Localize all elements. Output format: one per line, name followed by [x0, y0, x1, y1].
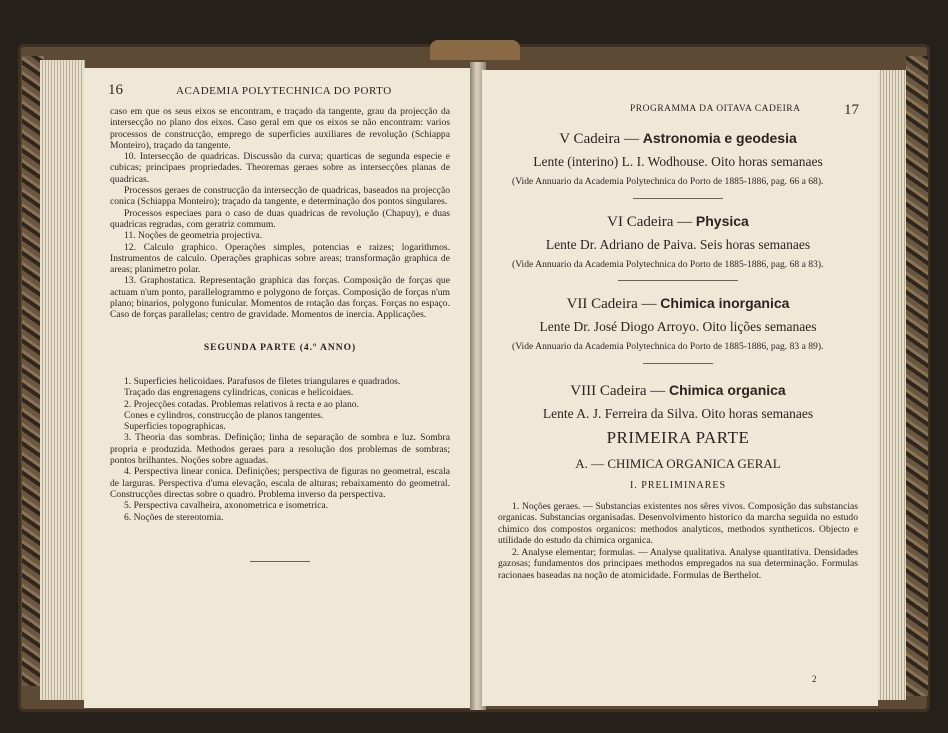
paragraph: 4. Perspectiva linear conica. Definições; perspectiva de figuras no geometral, escala de larguras. Perspectiva d'uma elevação, escala de alturas; rebaixamento do geometral. Construcções directas sobre o quadro. Problema inverso da perspectiva. [110, 466, 450, 500]
lente-line: Lente A. J. Ferreira da Silva. Oito horas semanaes [542, 405, 814, 421]
left-page-number: 16 [108, 82, 123, 98]
paragraph: Superficies topographicas. [124, 421, 226, 433]
page-edges-right [878, 70, 906, 700]
part-title: PRIMEIRA PARTE [606, 427, 750, 447]
vide-note: (Vide Annuario da Academia Polytechnica do Porto de 1885-1886, pag. 66 a 68). [512, 176, 824, 187]
cadeira-heading: VI Cadeira — Physica [607, 212, 749, 230]
paragraph: 1. Superficies helicoidaes. Parafusos de filetes triangulares e quadrados. [124, 375, 401, 387]
paragraph: Processos especiaes para o caso de duas quadricas de revolução (Chapuy), e duas quadricas regradas, com geratriz commum. [110, 207, 450, 230]
paragraph: 12. Calculo graphico. Operações simples, potencias e raizes; logarithmos. Instrumentos de calculo. Operações graphicas sobre areas; transformação graphica de areas; planimetro polar. [110, 241, 450, 276]
lente-line: Lente Dr. José Diogo Arroyo. Oito lições semanaes [539, 319, 817, 334]
paragraph: Traçado das engrenagens cylindricas, conicas e helicoidaes. [124, 387, 354, 399]
cadeira-subject: Chimica inorganica [660, 295, 790, 311]
vide-note: (Vide Annuario da Academia Polytechnica do Porto de 1885-1886, pag. 68 a 83). [512, 258, 824, 270]
paragraph: 2. Projecções cotadas. Problemas relativos à recta e ao plano. [124, 398, 359, 410]
divider-rule [633, 198, 723, 199]
divider-rule [250, 561, 310, 562]
marbled-edge-right [906, 56, 928, 696]
cadeira-name: V Cadeira [559, 131, 621, 147]
book-spine [430, 40, 520, 60]
right-page-number: 17 [844, 102, 859, 118]
section-a-title: A. — CHIMICA ORGANICA GERAL [575, 455, 781, 471]
paragraph: caso em que os seus eixos se encontram, e traçado da tangente, grau da projecção da intersecção no plano dos eixos. Caso geral em que os eixos se não encontram: varios processos de construcção, emprego de superficies auxiliares de revolução (Schiappa Monteiro), traçado da tangente. [110, 106, 450, 151]
lente-line: Lente Dr. Adriano de Paiva. Seis horas semanaes [545, 236, 811, 252]
right-body-text [498, 130, 858, 581]
right-running-head: PROGRAMMA DA OITAVA CADEIRA [630, 104, 801, 114]
cadeira-name: VIII Cadeira [570, 382, 647, 399]
lente-line: Lente (interino) L. I. Wodhouse. Oito horas semanaes [533, 154, 823, 169]
divider-rule [643, 363, 713, 364]
vide-note: (Vide Annuario da Academia Polytechnica do Porto de 1885-1886, pag. 83 a 89). [512, 341, 824, 352]
cadeira-subject: Astronomia e geodesia [642, 130, 797, 146]
cadeira-name: VI Cadeira [607, 213, 674, 230]
paragraph: 10. Intersecção de quadricas. Discussão da curva; quarticas de segunda especie e cubicas; principaes propriedades. Theoremas geraes sobre as intersecções planas de quadricas. [110, 151, 450, 185]
left-body-text [110, 106, 450, 562]
cadeira-heading: VII Cadeira — Chimica inorganica [566, 295, 790, 312]
paragraph: 13. Graphostatica. Representação graphica das forças. Composição de forças que actuam n'um ponto, parallelogrammo e polygono de forças. Composição de forças n'um plano; binarios, polygono funicular. Momentos de rotação das forças. Forças no espaço. Caso de forças parallelas; centro de gravidade. Momentos de inercia. Applicações. [110, 275, 450, 321]
left-page [84, 68, 476, 708]
signature-mark: 2 [812, 674, 817, 684]
cadeira-heading: V Cadeira — Astronomia e geodesia [559, 130, 797, 147]
paragraph: 5. Perspectiva cavalheira, axonometrica e isometrica. [124, 500, 329, 512]
page-edges-left [40, 60, 85, 700]
paragraph: 11. Noções de geometria projectiva. [124, 230, 263, 242]
cadeira-heading: VIII Cadeira — Chimica organica [570, 381, 786, 399]
paragraph: 2. Analyse elementar; formulas. — Analyse qualitativa. Analyse quantitativa. Densidades gazosas; fundamentos dos principaes methodos empregados na sua determinação. Formulas racionaes baseadas na noção de atomicidade. Formulas de Berthelot. [498, 546, 858, 581]
paragraph: Processos geraes de construcção da intersecção de quadricas, baseados na projecção conica (Schiappa Monteiro); traçado da tangente, e determinação dos pontos singulares. [110, 185, 450, 208]
paragraph: 6. Noções de stereotomia. [124, 511, 224, 523]
paragraph: Cones e cylindros, construcção de planos tangentes. [124, 409, 324, 421]
cadeira-name: VII Cadeira [566, 296, 638, 312]
divider-rule [618, 280, 738, 281]
paragraph: 3. Theoria das sombras. Definição; linha de separação de sombra e luz. Sombra propria e produzida. Methodos geraes para a resolução dos problemas de sombras; pontos brilhantes. Noções sobre aguadas. [110, 432, 450, 467]
cadeira-subject: Physica [695, 212, 749, 229]
section-title: SEGUNDA PARTE (4.º ANNO) [203, 342, 357, 353]
section-i-title: I. PRELIMINARES [629, 479, 727, 491]
paragraph: 1. Noções geraes. — Substancias existentes nos sêres vivos. Composição das substancias organicas. Substancias organisadas. Desenvolvimento historico da marcha seguida no estudo chimico dos compostos organicos: methodos analyticos, methodos syntheticos. Objecto e utilidade do estudo da chimica organica. [498, 500, 858, 546]
cadeira-subject: Chimica organica [669, 381, 786, 398]
left-running-head: ACADEMIA POLYTECHNICA DO PORTO [176, 85, 392, 97]
right-page [482, 70, 878, 706]
